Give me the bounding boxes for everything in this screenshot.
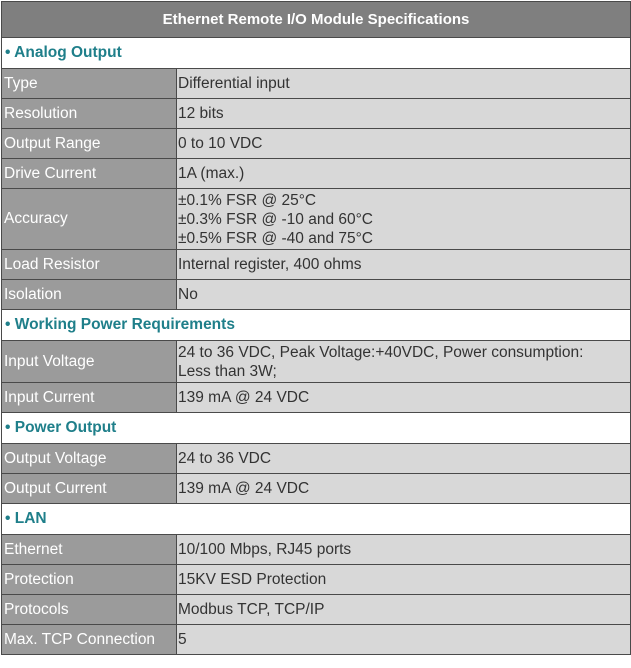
table-row (2, 444, 631, 474)
value-line: 24 to 36 VDC, Peak Voltage:+40VDC, Power consumption: (178, 343, 584, 361)
section-heading: • LAN (2, 504, 631, 535)
table-title: Ethernet Remote I/O Module Specifications (2, 2, 631, 38)
row-label: Input Voltage (2, 341, 177, 383)
row-label: Drive Current (2, 159, 177, 189)
table-row (2, 159, 631, 189)
value-line: Less than 3W; (178, 362, 277, 380)
row-label: Resolution (2, 99, 177, 129)
row-value: 0 to 10 VDC (177, 129, 631, 159)
row-label: Load Resistor (2, 250, 177, 280)
row-value: 139 mA @ 24 VDC (177, 474, 631, 504)
spec-table (1, 1, 631, 655)
row-value (177, 189, 631, 250)
table-row (2, 535, 631, 565)
row-value: 10/100 Mbps, RJ45 ports (177, 535, 631, 565)
row-value: Differential input (177, 69, 631, 99)
row-label: Type (2, 69, 177, 99)
section-lan (2, 504, 631, 535)
section-power-output (2, 413, 631, 444)
row-value: 5 (177, 625, 631, 655)
row-label: Input Current (2, 383, 177, 413)
row-value: 24 to 36 VDC (177, 444, 631, 474)
accuracy-line: ±0.5% FSR @ -40 and 75°C (178, 229, 373, 247)
row-label: Accuracy (2, 189, 177, 250)
title-row (2, 2, 631, 38)
table-row (2, 565, 631, 595)
row-label: Output Voltage (2, 444, 177, 474)
row-value (177, 341, 631, 383)
accuracy-line: ±0.3% FSR @ -10 and 60°C (178, 210, 373, 228)
row-value: Internal register, 400 ohms (177, 250, 631, 280)
row-label: Max. TCP Connection (2, 625, 177, 655)
table-row (2, 129, 631, 159)
row-label: Ethernet (2, 535, 177, 565)
section-analog-output (2, 38, 631, 69)
table-row (2, 595, 631, 625)
row-value: 15KV ESD Protection (177, 565, 631, 595)
section-heading: • Analog Output (2, 38, 631, 69)
row-label: Isolation (2, 280, 177, 310)
row-value: Modbus TCP, TCP/IP (177, 595, 631, 625)
section-heading: • Power Output (2, 413, 631, 444)
row-label: Output Current (2, 474, 177, 504)
table-row (2, 280, 631, 310)
row-label: Protocols (2, 595, 177, 625)
table-row (2, 69, 631, 99)
row-value: 1A (max.) (177, 159, 631, 189)
row-value: 12 bits (177, 99, 631, 129)
table-row (2, 474, 631, 504)
table-row (2, 341, 631, 383)
table-row (2, 383, 631, 413)
section-working-power (2, 310, 631, 341)
table-row (2, 189, 631, 250)
table-row (2, 99, 631, 129)
row-value: 139 mA @ 24 VDC (177, 383, 631, 413)
accuracy-line: ±0.1% FSR @ 25°C (178, 191, 317, 209)
row-label: Output Range (2, 129, 177, 159)
row-value: No (177, 280, 631, 310)
row-label: Protection (2, 565, 177, 595)
table-row (2, 250, 631, 280)
section-heading: • Working Power Requirements (2, 310, 631, 341)
table-row (2, 625, 631, 655)
